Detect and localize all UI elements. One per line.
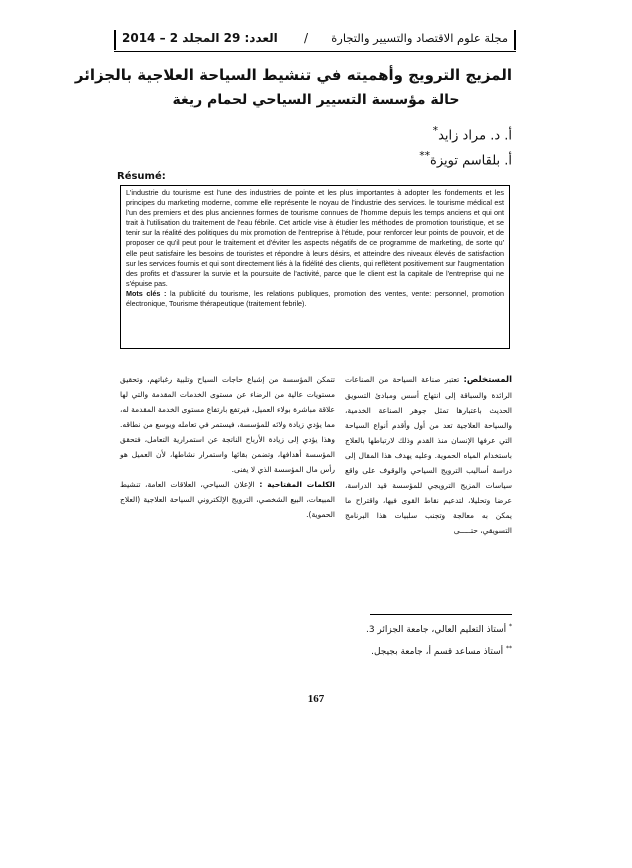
footnote-1: [366, 623, 512, 635]
abstract-ar-label: المستخلص:: [463, 375, 512, 385]
author-1-name: أ. د. مراد زايد: [438, 128, 512, 144]
abstract-ar-keywords-label: الكلمات المفتاحية :: [259, 480, 335, 489]
author-1: [433, 124, 512, 143]
header-right-bar: [514, 30, 516, 50]
footnote-2-text: أستاذ مساعد قسم أ، جامعة بجيجل.: [371, 647, 504, 657]
page-number: 167: [307, 693, 325, 705]
header-separator: /: [304, 31, 309, 45]
footnote-2: [371, 645, 512, 657]
author-2-mark: **: [419, 149, 431, 162]
header-rule: [114, 51, 516, 52]
author-2: [419, 149, 512, 168]
resume-keywords-text: la publicité du tourisme, les relations publiques, promotion des ventes, vente: personnel, promotion électronique, Tourisme thérapeutique (traitement febrile).: [126, 288, 504, 309]
abstract-ar-left-column: [120, 372, 335, 522]
footnote-2-mark: **: [506, 645, 512, 652]
resume-box: [120, 185, 510, 349]
abstract-ar-keywords: الإعلان السياحي، العلاقات العامة، تنشيط المبيعات، البيع الشخصي، الترويج الإلكتروني السياحة العلاجية (العلاج الحموية).: [120, 480, 335, 519]
header-left-bar: [114, 30, 116, 50]
header-journal-title: مجلة علوم الاقتصاد والتسيير والتجارة: [331, 31, 508, 45]
abstract-ar-right-column: [345, 372, 512, 538]
abstract-ar-right-text: تعتبر صناعة السياحة من الصناعات الرائدة والسباقة إلى انتهاج أسس ومبادئ التسويق الحديث باعتبارها تمثل جوهر الصناعة الخدمية، والسياحة العلاجية تعد من أول وأقدم أنواع السياحة التي عرفها الإنسان منذ القدم وذلك لارتباطها بالعلاج باستخدام المياه الحموية. وعليه يهدف هذا المقال إلى دراسة أساليب الترويج السياحي والوقوف على واقع سياسات المزيج الترويجي للمؤسسة قيد الدراسة، عرضا وتحليلا، لتدعيم نقاط القوى فيها، واقتراح ما يمكن به معالجة وتجنب سلبيات هذا البرنامج التسويقي، حتـــــى: [345, 375, 512, 535]
running-header: [114, 30, 516, 52]
author-1-mark: *: [432, 124, 439, 137]
header-issue: العدد: 29 المجلد 2 – 2014: [122, 31, 278, 45]
author-2-name: أ. بلقاسم تويزة: [430, 153, 512, 169]
footnote-1-text: أستاذ التعليم العالي، جامعة الجزائر 3.: [365, 625, 507, 635]
abstract-ar-left-text: تتمكن المؤسسة من إشباع حاجات السياح وتلبية رغباتهم، وتحقيق مستويات عالية من الرضاء عن مستوى الخدمات المقدمة والتي لها علاقة مباشرة بولاء العميل، فيرتفع بارتفاع مستوى الخدمة المقدمة له، مما يؤدي زيادة ولائه للمؤسسة، فيستمر في تعامله ويوسع من نطاقه. وهذا يؤدي إلى زيادة الأرباح الناتجة عن استمرارية التعامل، فتحقق المؤسسة أهدافها، وتضمن بقائها واستمرار نشاطها، لأن العميل هو رأس مال المؤسسة الذي لا يفنى.: [120, 375, 335, 474]
resume-keywords-label: Mots clés :: [126, 288, 167, 298]
resume-text: L'industrie du tourisme est l'une des industries de pointe et les plus importantes à adopter les fondements et les principes du marketing moderne, comme elle représente le noyau de l'industrie des services. le tourisme médical est l'un des premiers et des plus anciennes formes de tourisme connues de l'homme depuis les temps anciens et qui ont trait à l'utilisation du traitement de l'eau fébrile. Cet article vise à étudier les méthodes de promotion touristique, et se tenir sur la réalité des politiques du mix promotion de l'entreprise à l'étude, pour renforcer leur points de pouvoir, et de proposer ce qu'il peut pour le traitement et d'éviter les aspects négatifs de ce programme de marketing, de sorte qu' elle peut satisfaire les besoins de touristes et répondre à leurs désirs, et atteindre des niveaux élevés de satisfaction sur les services fournis et qui sont directement liés à la fidélité des clients, qui reflètent positivement sur l'augmentation des profits et d'assurer la survie et la poursuite de l'activité, parce que le client est la capitale de l'entreprise qui ne s'épuise pas.: [126, 188, 504, 288]
footnote-1-mark: *: [509, 623, 512, 630]
resume-keywords: [126, 289, 504, 309]
paper-title: المزيج الترويج وأهميته في تنشيط السياحة العلاجية بالجزائر: [74, 66, 512, 84]
footnote-rule: [370, 614, 512, 615]
resume-heading: Résumé:: [117, 171, 166, 182]
paper-subtitle: حالة مؤسسة التسيير السياحي لحمام ريغة: [172, 92, 460, 108]
